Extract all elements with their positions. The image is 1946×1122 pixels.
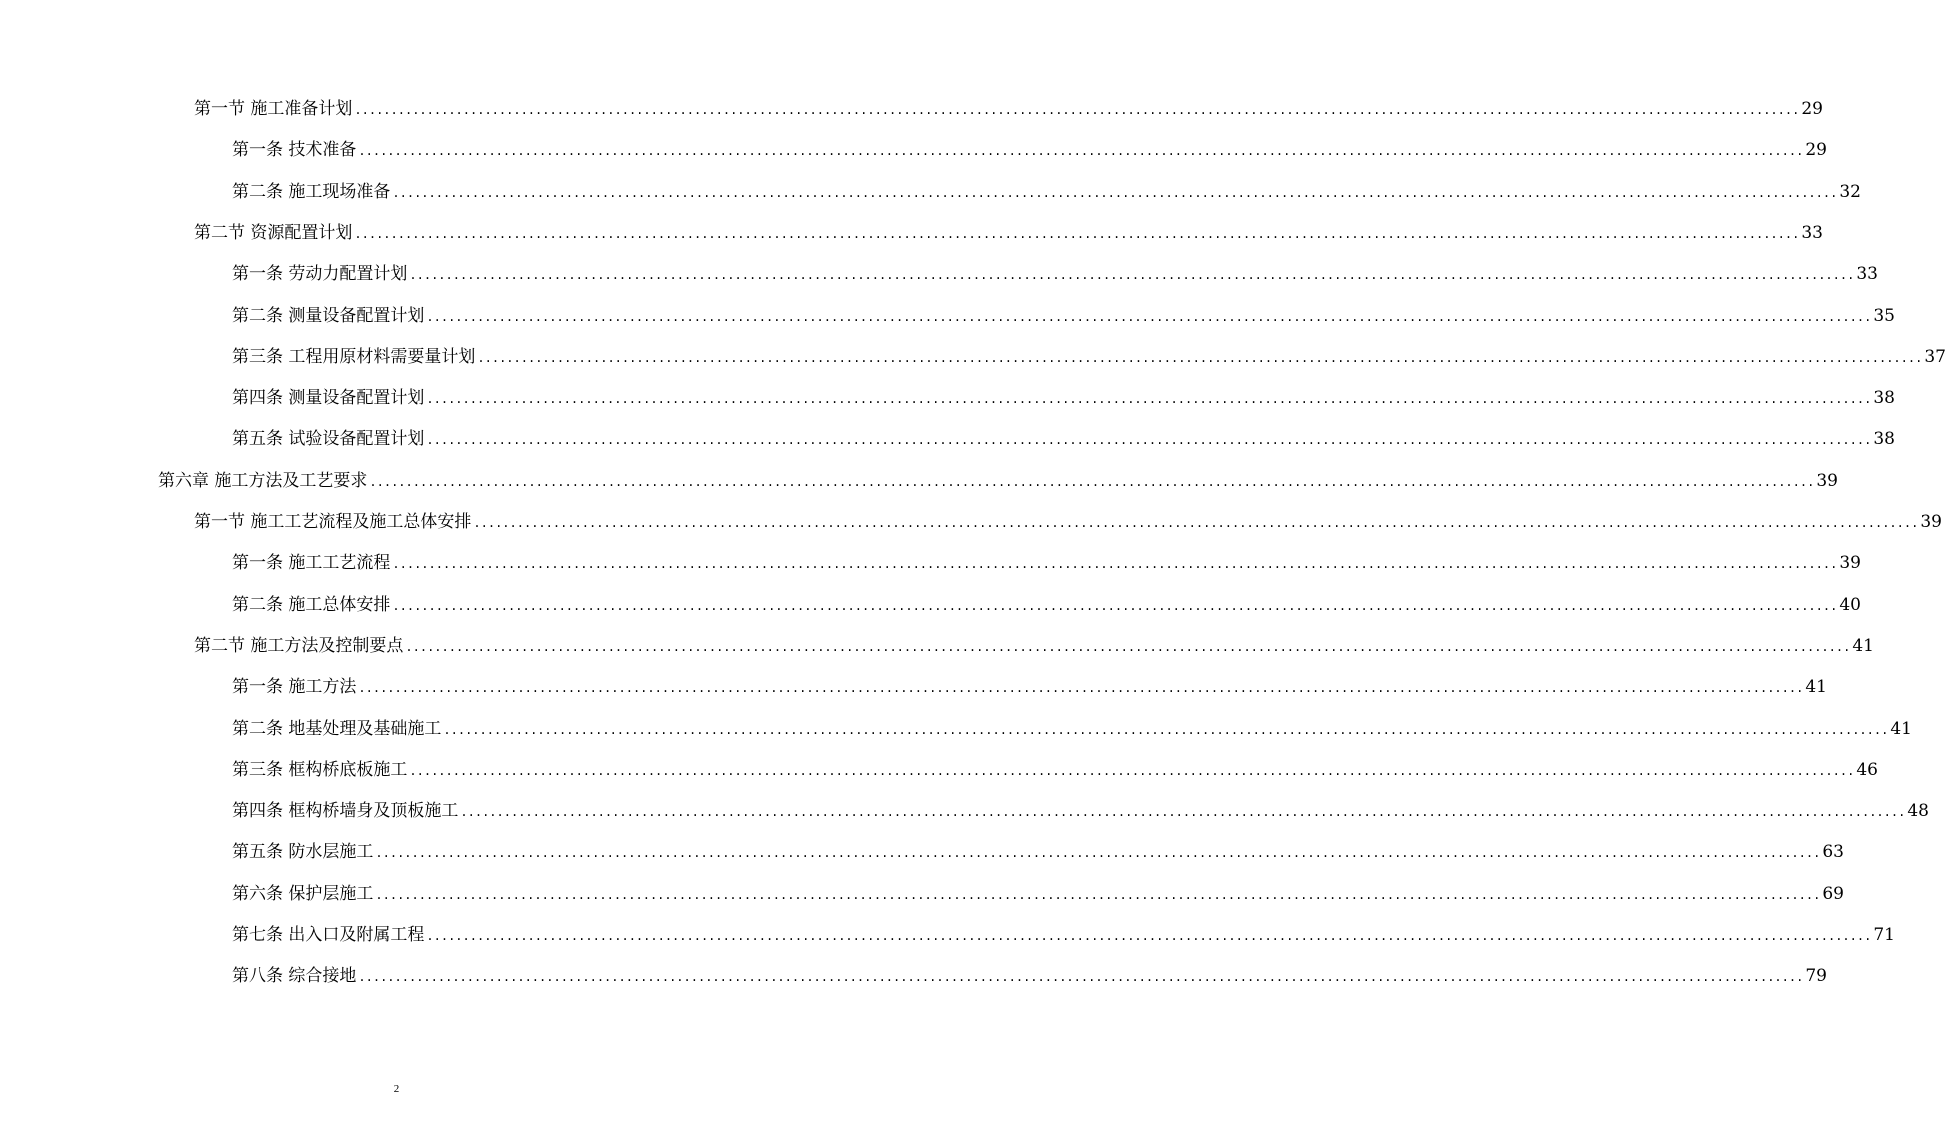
toc-entry-page: 32 <box>1839 182 1861 202</box>
toc-entry-page: 39 <box>1839 553 1861 573</box>
toc-entry-title: 第四条 框构桥墙身及顶板施工 <box>232 801 459 821</box>
toc-entry-title: 第五条 试验设备配置计划 <box>232 429 425 449</box>
toc-entry-page: 38 <box>1873 388 1895 408</box>
toc-entry[interactable] <box>194 511 1942 534</box>
toc-leader-dots: ........................................................................................................................................................................................................ <box>358 144 1804 158</box>
toc-leader-dots: ........................................................................................................................................................................................................ <box>354 227 1800 241</box>
toc-leader-dots: ........................................................................................................................................................................................................ <box>409 764 1855 778</box>
toc-entry-title: 第二条 施工现场准备 <box>232 182 391 202</box>
toc-entry-page: 48 <box>1907 801 1929 821</box>
toc-entry[interactable] <box>232 883 1844 906</box>
toc-entry[interactable] <box>232 305 1895 328</box>
toc-leader-dots: ........................................................................................................................................................................................................ <box>426 433 1872 447</box>
toc-entry[interactable] <box>232 387 1895 410</box>
toc-entry-page: 46 <box>1856 760 1878 780</box>
toc-entry[interactable] <box>232 139 1827 162</box>
toc-leader-dots: ........................................................................................................................................................................................................ <box>409 268 1855 282</box>
toc-entry-title: 第一条 施工工艺流程 <box>232 553 391 573</box>
toc-entry[interactable] <box>194 635 1874 658</box>
toc-entry-page: 37 <box>1924 347 1946 367</box>
toc-entry-page: 79 <box>1805 966 1827 986</box>
toc-entry-title: 第七条 出入口及附属工程 <box>232 925 425 945</box>
toc-entry-title: 第二条 测量设备配置计划 <box>232 306 425 326</box>
toc-leader-dots: ........................................................................................................................................................................................................ <box>460 805 1906 819</box>
toc-leader-dots: ........................................................................................................................................................................................................ <box>369 475 1815 489</box>
toc-entry-title: 第一条 劳动力配置计划 <box>232 264 408 284</box>
toc-entry[interactable] <box>194 98 1823 121</box>
toc-entry[interactable] <box>232 924 1895 947</box>
toc-entry[interactable] <box>232 965 1827 988</box>
page-number: 2 <box>393 1083 400 1095</box>
toc-leader-dots: ........................................................................................................................................................................................................ <box>426 929 1872 943</box>
toc-entry[interactable] <box>232 181 1861 204</box>
toc-leader-dots: ........................................................................................................................................................................................................ <box>375 846 1821 860</box>
toc-entry-title: 第六条 保护层施工 <box>232 884 374 904</box>
toc-entry-title: 第二节 施工方法及控制要点 <box>194 636 404 656</box>
toc-entry[interactable] <box>232 263 1878 286</box>
toc-entry[interactable] <box>232 428 1895 451</box>
toc-entry-title: 第四条 测量设备配置计划 <box>232 388 425 408</box>
toc-entry[interactable] <box>232 800 1929 823</box>
toc-entry-title: 第二节 资源配置计划 <box>194 223 353 243</box>
toc-entry[interactable] <box>232 346 1946 369</box>
toc-entry[interactable] <box>158 470 1838 493</box>
toc-entry-page: 29 <box>1801 99 1823 119</box>
toc-entry-page: 63 <box>1822 842 1844 862</box>
toc-leader-dots: ........................................................................................................................................................................................................ <box>477 351 1923 365</box>
toc-entry-title: 第二条 施工总体安排 <box>232 595 391 615</box>
toc-entry-page: 33 <box>1801 223 1823 243</box>
toc-leader-dots: ........................................................................................................................................................................................................ <box>405 640 1851 654</box>
toc-entry-page: 41 <box>1805 677 1827 697</box>
toc-entry[interactable] <box>232 718 1912 741</box>
toc-entry-page: 39 <box>1920 512 1942 532</box>
toc-entry-page: 29 <box>1805 140 1827 160</box>
toc-leader-dots: ........................................................................................................................................................................................................ <box>443 723 1889 737</box>
toc-entry[interactable] <box>232 552 1861 575</box>
toc-entry-page: 39 <box>1816 471 1838 491</box>
toc-entry-page: 40 <box>1839 595 1861 615</box>
toc-entry-page: 35 <box>1873 306 1895 326</box>
toc-entry-title: 第五条 防水层施工 <box>232 842 374 862</box>
toc-entry-page: 69 <box>1822 884 1844 904</box>
toc-entry[interactable] <box>232 594 1861 617</box>
toc-entry-title: 第三条 工程用原材料需要量计划 <box>232 347 476 367</box>
toc-entry-title: 第六章 施工方法及工艺要求 <box>158 471 368 491</box>
toc-leader-dots: ........................................................................................................................................................................................................ <box>426 310 1872 324</box>
toc-entry-title: 第八条 综合接地 <box>232 966 357 986</box>
toc-entry-title: 第一节 施工工艺流程及施工总体安排 <box>194 512 472 532</box>
toc-entry[interactable] <box>232 676 1827 699</box>
toc-entry-title: 第三条 框构桥底板施工 <box>232 760 408 780</box>
toc-entry-page: 33 <box>1856 264 1878 284</box>
toc-leader-dots: ........................................................................................................................................................................................................ <box>358 681 1804 695</box>
toc-entry-page: 41 <box>1890 719 1912 739</box>
toc-leader-dots: ........................................................................................................................................................................................................ <box>375 888 1821 902</box>
toc-entry-title: 第一节 施工准备计划 <box>194 99 353 119</box>
toc-entry[interactable] <box>232 759 1878 782</box>
toc-entry[interactable] <box>232 841 1844 864</box>
toc-entry-title: 第一条 施工方法 <box>232 677 357 697</box>
toc-entry-page: 38 <box>1873 429 1895 449</box>
toc-leader-dots: ........................................................................................................................................................................................................ <box>426 392 1872 406</box>
toc-leader-dots: ........................................................................................................................................................................................................ <box>473 516 1919 530</box>
toc-leader-dots: ........................................................................................................................................................................................................ <box>392 557 1838 571</box>
toc-leader-dots: ........................................................................................................................................................................................................ <box>392 186 1838 200</box>
toc-entry-page: 41 <box>1852 636 1874 656</box>
toc-leader-dots: ........................................................................................................................................................................................................ <box>392 599 1838 613</box>
toc-entry[interactable] <box>194 222 1823 245</box>
toc-leader-dots: ........................................................................................................................................................................................................ <box>354 103 1800 117</box>
toc-entry-title: 第一条 技术准备 <box>232 140 357 160</box>
toc-entry-title: 第二条 地基处理及基础施工 <box>232 719 442 739</box>
toc-entry-page: 71 <box>1873 925 1895 945</box>
toc-leader-dots: ........................................................................................................................................................................................................ <box>358 970 1804 984</box>
